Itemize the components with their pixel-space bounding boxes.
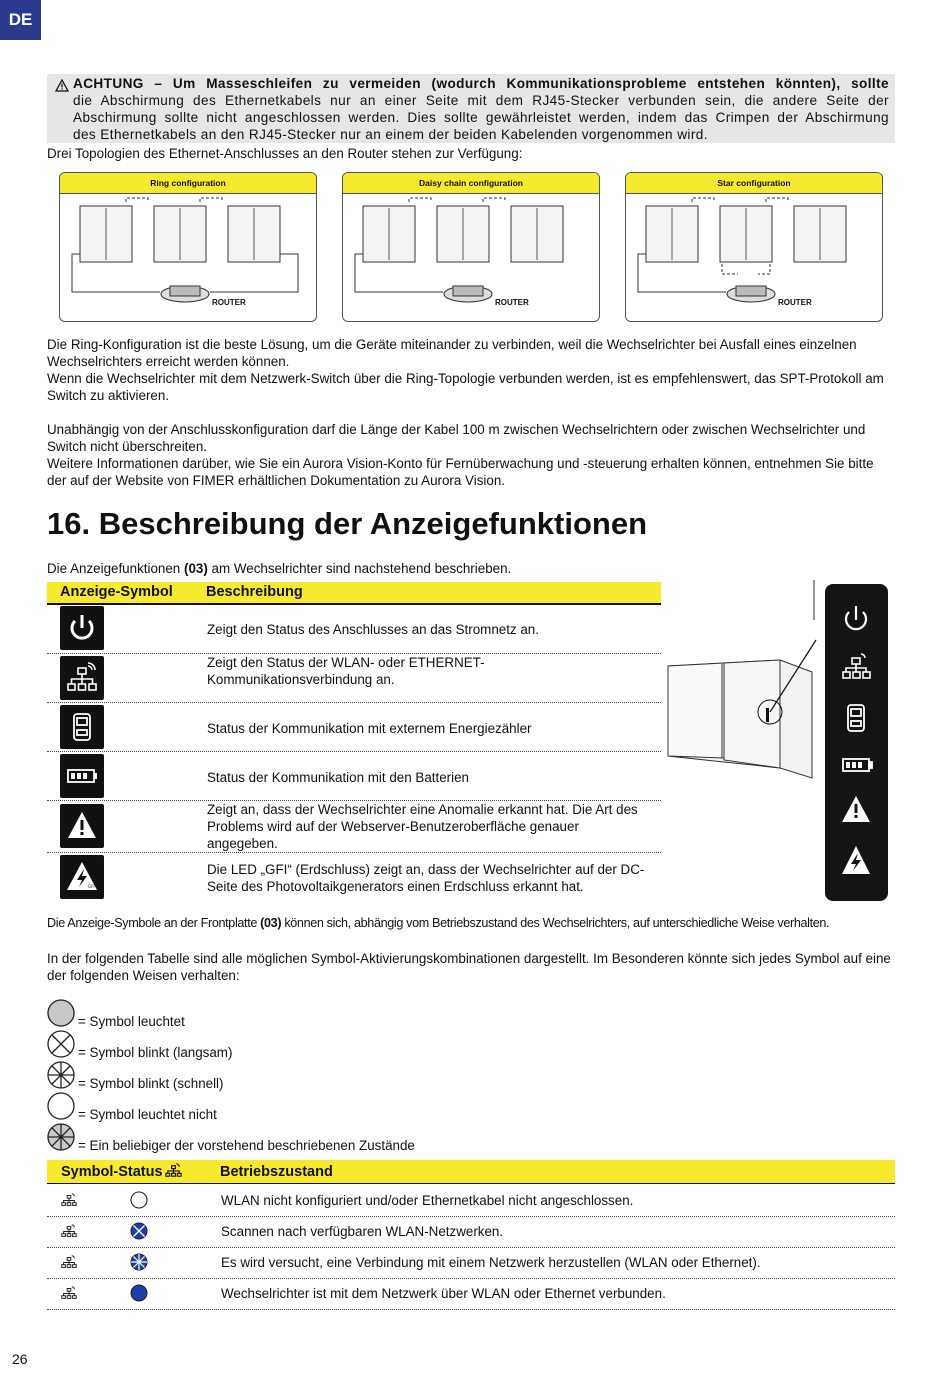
battery-icon <box>843 759 872 771</box>
legend-any-text: = Ein beliebiger der vorstehend beschriebenen Zustände <box>78 1138 415 1153</box>
table-row <box>47 1185 895 1217</box>
topology-daisy-chain <box>342 172 600 322</box>
legend-slow-text: = Symbol blinkt (langsam) <box>78 1045 233 1060</box>
legend-symbols <box>46 998 78 1158</box>
table-row <box>47 800 661 853</box>
table-row <box>47 653 661 703</box>
legend-off-text: = Symbol leuchtet nicht <box>78 1107 217 1122</box>
table-row <box>47 604 661 654</box>
column-header-symbol: Anzeige-Symbol <box>60 584 173 600</box>
network-icon <box>164 1161 183 1180</box>
state-description: Scannen nach verfügbaren WLAN-Netzwerken. <box>221 1224 504 1239</box>
topology-title: Star configuration <box>626 173 882 194</box>
meter-icon <box>60 705 104 749</box>
row-description: Zeigt den Status der WLAN- oder ETHERNET-Kommunikationsverbindung an. <box>207 655 485 687</box>
led-panel <box>825 584 888 901</box>
paragraph-combinations: In der folgenden Tabelle sind alle möglichen Symbol-Aktivierungskombinationen dargestellt. Im Besonderen könnte sich jedes Symbol auf eine der folgenden Weisen verhalten: <box>47 951 891 983</box>
topology-ring <box>59 172 317 322</box>
paragraph-cable-length: Unabhängig von der Anschlusskonfiguration darf die Länge der Kabel 100 m zwischen Wechselrichtern oder zwischen Wechselrichter und Switch nicht überschreiten. <box>47 422 866 454</box>
state-description: Es wird versucht, eine Verbindung mit einem Netzwerk herzustellen (WLAN oder Ethernet). <box>221 1255 761 1270</box>
router-label: ROUTER <box>495 298 529 307</box>
table-row <box>47 852 661 901</box>
led-slow-blink-indicator <box>130 1222 148 1240</box>
front-panel-note: Die Anzeige-Symbole an der Frontplatte (03) können sich, abhängig vom Betriebszustand des Wechselrichters, auf unterschiedliche Weise verhalten. <box>47 916 830 930</box>
inverter-illustration <box>664 580 824 780</box>
state-description: Wechselrichter ist mit dem Netzwerk über WLAN oder Ethernet verbunden. <box>221 1286 666 1301</box>
warning-box <box>47 74 895 143</box>
table-row <box>47 702 661 752</box>
svg-text:GFI: GFI <box>88 884 95 889</box>
row-description: Die LED „GFI“ (Erdschluss) zeigt an, dass der Wechselrichter auf der DC-Seite des Photovoltaikgenerators einen Erdschluss erkannt hat. <box>207 862 645 894</box>
legend-fast-text: = Symbol blinkt (schnell) <box>78 1076 224 1091</box>
gfi-icon <box>842 846 870 874</box>
status-table-header <box>47 1160 895 1184</box>
power-icon <box>846 606 866 629</box>
table-row <box>47 1278 895 1310</box>
column-header-symbol-status: Symbol-Status <box>61 1164 163 1180</box>
table-row <box>47 1216 895 1248</box>
gfi-icon <box>60 855 104 899</box>
battery-icon <box>60 754 104 798</box>
warning-line-3: Abschirmung sollte nicht angeschlossen werden. Dies sollte gewährleistet werden, indem das Crimpen der Abschirmung <box>73 110 889 125</box>
ring-diagram <box>60 194 316 321</box>
network-icon <box>60 656 104 700</box>
table-row <box>47 1247 895 1279</box>
warning-icon <box>55 79 69 92</box>
network-icon <box>60 1191 78 1209</box>
power-icon <box>60 606 104 650</box>
daisy-chain-diagram <box>343 194 599 321</box>
section-intro: Die Anzeigefunktionen (03) am Wechselrichter sind nachstehend beschrieben. <box>47 561 512 576</box>
warning-line-4: des Ethernetkabels an den RJ45-Stecker nur an einem der beiden Kabelenden vorgenommen wird. <box>73 127 708 142</box>
network-icon <box>60 1222 78 1240</box>
symbol-table-header <box>47 582 661 605</box>
network-icon <box>60 1253 78 1271</box>
language-badge: DE <box>0 0 41 40</box>
meter-icon <box>848 705 864 731</box>
topology-star <box>625 172 883 322</box>
table-row <box>47 751 661 801</box>
state-description: WLAN nicht konfiguriert und/oder Ethernetkabel nicht angeschlossen. <box>221 1193 634 1208</box>
warning-icon <box>842 796 870 822</box>
topology-intro: Drei Topologien des Ethernet-Anschlusses an den Router stehen zur Verfügung: <box>47 146 523 161</box>
page-number: 26 <box>12 1351 28 1367</box>
column-header-operating-state: Betriebszustand <box>220 1164 333 1180</box>
row-description: Zeigt den Status des Anschlusses an das Stromnetz an. <box>207 622 539 637</box>
warning-line-2: die Abschirmung des Ethernetkabels nur an einer Seite mit dem RJ45-Stecker verbunden sein, die andere Seite der <box>73 93 889 108</box>
network-icon <box>60 1284 78 1302</box>
paragraph-spt: Wenn die Wechselrichter mit dem Netzwerk-Switch über die Ring-Topologie verbunden werden, ist es empfehlenswert, das SPT-Protokoll am Switch zu aktivieren. <box>47 371 884 403</box>
topology-title: Ring configuration <box>60 173 316 194</box>
row-description: Zeigt an, dass der Wechselrichter eine Anomalie erkannt hat. Die Art des Problems wird auf der Webserver-Benutzeroberfläche genauer angegeben. <box>207 802 638 851</box>
paragraph-ring: Die Ring-Konfiguration ist die beste Lösung, um die Geräte miteinander zu verbinden, weil die Wechselrichter bei Ausfall eines einzelnen Wechselrichters erreicht werden können. <box>47 337 857 369</box>
router-label: ROUTER <box>778 298 812 307</box>
network-icon <box>843 654 870 678</box>
row-description: Status der Kommunikation mit externem Energiezähler <box>207 721 532 736</box>
paragraph-aurora-vision: Weitere Informationen darüber, wie Sie ein Aurora Vision-Konto für Fernüberwachung und -steuerung erhalten können, entnehmen Sie bitte der auf der Website von FIMER erhältlichen Dokumentation zu Aurora Vision. <box>47 456 874 488</box>
column-header-description: Beschreibung <box>206 584 303 600</box>
warning-icon <box>60 804 104 848</box>
section-title: 16. Beschreibung der Anzeigefunktionen <box>47 506 648 541</box>
led-off-indicator <box>130 1191 148 1209</box>
warning-line-1: ACHTUNG – Um Masseschleifen zu vermeiden (wodurch Kommunikationsprobleme entstehen könnten), sollte <box>73 76 889 91</box>
row-description: Status der Kommunikation mit den Batterien <box>207 770 469 785</box>
star-diagram <box>626 194 882 321</box>
legend-on-text: = Symbol leuchtet <box>78 1014 185 1029</box>
topology-title: Daisy chain configuration <box>343 173 599 194</box>
led-fast-blink-indicator <box>130 1253 148 1271</box>
router-label: ROUTER <box>212 298 246 307</box>
led-on-indicator <box>130 1284 148 1302</box>
